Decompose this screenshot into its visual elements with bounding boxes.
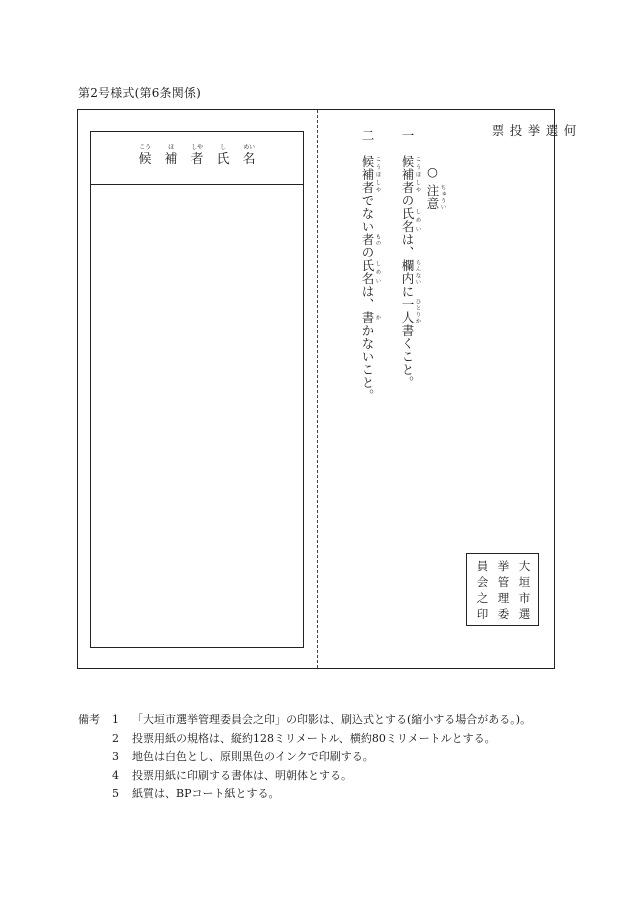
candidate-name-header: [91, 132, 303, 185]
remark-item: 5 紙質は、BPコート紙とする。: [112, 787, 280, 800]
seal-text: 員 挙 大 会 管 垣 之 理 市 印 委 選: [476, 559, 531, 621]
ballot-form: [77, 109, 577, 669]
candidate-name-write-area[interactable]: [91, 185, 303, 647]
candidate-name-title: こう 候 ほ 補 しや 者 し 氏 めい 名: [138, 144, 256, 167]
form-label: 第2号様式(第6条関係): [78, 86, 202, 100]
note-item-2: 二 候補者 こうほしやでない者 ものの氏名 しめいは、書 かかないこと。: [360, 129, 381, 402]
remark-item: 2 投票用紙の規格は、縦約128ミリメートル、横約80ミリメートルとする。: [112, 731, 496, 745]
remarks-label: 備考: [78, 713, 100, 726]
notes-heading: ○ 注意 ちゅうい: [425, 164, 446, 210]
official-seal: [466, 553, 539, 626]
remarks-list: [112, 711, 592, 804]
remark-item: 3 地色は白色とし、原則黒色のインクで印刷する。: [112, 750, 374, 763]
ballot-title: 何 選 挙 投 票: [490, 124, 577, 137]
candidate-name-box: [90, 131, 304, 648]
remark-item: 1 「大垣市選挙管理委員会之印」の印影は、刷込式とする(縮小する場合がある。)。: [112, 713, 532, 726]
remark-item: 4 投票用紙に印刷する書体は、明朝体とする。: [112, 768, 352, 782]
fold-line: [317, 110, 318, 668]
note-item-1: 一 候補者 こうほしやの氏名 しめいは、欄内 らんないに一人 ひとりか書くこと。: [400, 129, 421, 389]
